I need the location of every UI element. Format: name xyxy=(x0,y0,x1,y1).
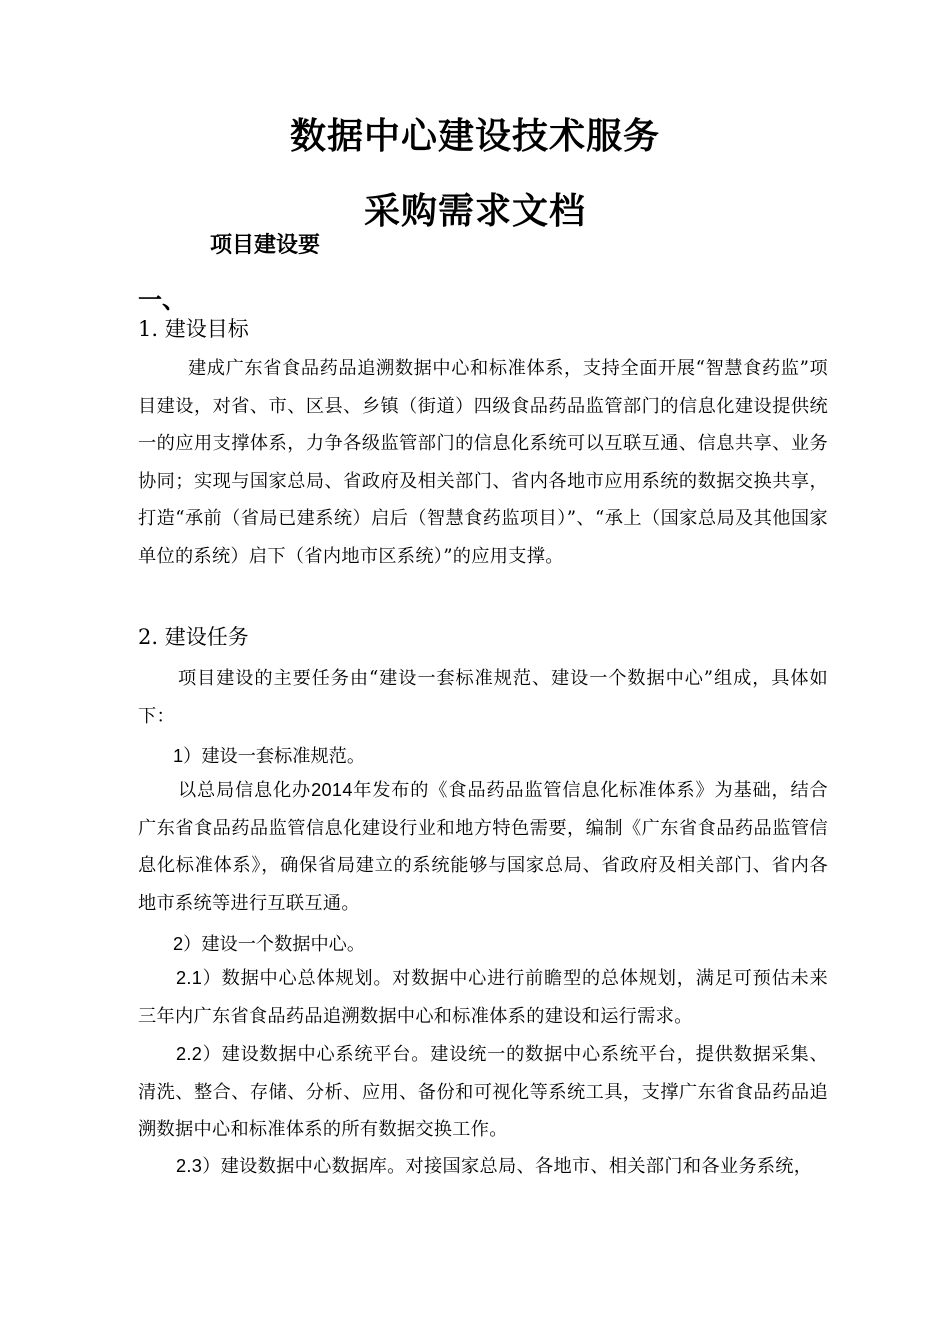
section-number: 一、 xyxy=(138,286,186,314)
section-heading: 项目建设要 xyxy=(210,233,321,255)
tasks-intro-paragraph: 项目建设的主要任务由“建设一套标准规范、建设一个数据中心”组成，具体如下： xyxy=(138,668,828,727)
item1-paragraph-post: 年发布的《食品药品监管信息化标准体系》为基础，结合广东省食品药品监管信息化建设行业和地方特色需要，编制《广东省食品药品监管信息化标准体系》，确保省局建立的系统能够与国家总局、省政府及相关部门、省内各地市系统等进行互联互通。 xyxy=(138,780,828,914)
sub23-paragraph xyxy=(138,1148,828,1186)
item2-line xyxy=(173,930,365,956)
sub23-number: 2.3 xyxy=(176,1156,203,1176)
goal-paragraph: 建成广东省食品药品追溯数据中心和标准体系，支持全面开展“智慧食药监”项目建设，对省、市、区县、乡镇（街道）四级食品药品监管部门的信息化建设提供统一的应用支撑体系，力争各级监管部门的信息化系统可以互联互通、信息共享、业务协同；实现与国家总局、省政府及相关部门、省内各地市应用系统的数据交换共享，打造“承前（省局已建系统）启后（智慧食药监项目）”、“承上（国家总局及其他国家单位的系统）启下（省内地市区系统）”的应用支撑。 xyxy=(138,358,828,567)
sub22-number: 2.2 xyxy=(176,1044,203,1064)
item1-text: 建设一套标准规范。 xyxy=(201,746,366,767)
item1-paragraph-pre: 以总局信息化办 xyxy=(178,780,312,801)
heading-goal: 1. 建设目标 xyxy=(138,317,249,341)
heading-tasks: 2. 建设任务 xyxy=(138,625,249,649)
document-title-line1: 数据中心建设技术服务 xyxy=(289,116,660,157)
item1-paragraph-year: 2014 xyxy=(311,780,353,800)
item1-paragraph xyxy=(138,772,828,922)
item1-number: 1） xyxy=(173,746,202,766)
sub21-number: 2.1 xyxy=(176,968,203,988)
sub22-paragraph xyxy=(138,1036,828,1149)
sub21-paragraph xyxy=(138,960,828,1035)
item1-line xyxy=(173,742,365,768)
document-title-line2: 采购需求文档 xyxy=(363,191,586,232)
sub23-text: ）建设数据中心数据库。对接国家总局、各地市、相关部门和各业务系统， xyxy=(202,1156,813,1177)
sub22-text: ）建设数据中心系统平台。建设统一的数据中心系统平台，提供数据采集、清洗、整合、存储、分析、应用、备份和可视化等系统工具，支撑广东省食品药品追溯数据中心和标准体系的所有数据交换工作。 xyxy=(138,1044,828,1140)
item2-text: 建设一个数据中心。 xyxy=(201,934,366,955)
sub21-text: ）数据中心总体规划。对数据中心进行前瞻型的总体规划，满足可预估未来三年内广东省食品药品追溯数据中心和标准体系的建设和运行需求。 xyxy=(138,968,828,1027)
item2-number: 2） xyxy=(173,934,202,954)
